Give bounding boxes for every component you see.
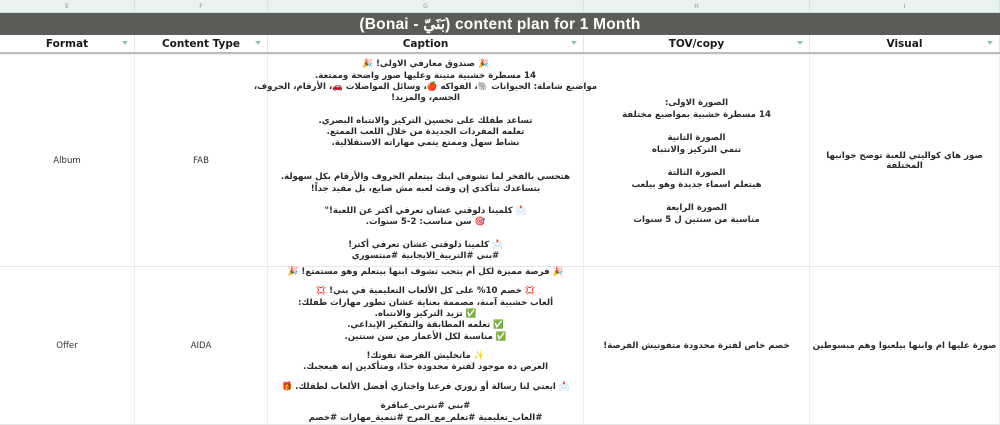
cell-tov-copy[interactable] xyxy=(584,56,810,266)
text-line: ألعاب خشبية آمنة، مصممة بعناية عشان تطور مهارات طفلك: xyxy=(297,297,554,308)
cell-caption[interactable] xyxy=(268,267,584,424)
header-row xyxy=(0,35,1000,54)
text-line: الجسم، والمزيد! xyxy=(391,93,460,104)
text-line: #العاب_تعليمية #تعلم_مع_المرح #تنمية_مهارات #خصم xyxy=(308,412,543,423)
filter-icon[interactable] xyxy=(797,41,803,45)
text-line: ✅ مناسبة لكل الأعمار من سن سنتين. xyxy=(344,331,507,342)
text-line: هيتعلم اسماء جديدة وهو بيلعب xyxy=(631,179,762,190)
cell-tov-copy[interactable] xyxy=(584,267,810,424)
header-caption[interactable] xyxy=(268,35,584,52)
header-content-type[interactable] xyxy=(135,35,268,52)
header-visual[interactable] xyxy=(810,35,1000,52)
text-line: 🎯 سن مناسب: 2-5 سنوات. xyxy=(365,217,486,228)
filter-icon[interactable] xyxy=(255,41,261,45)
column-letter-e[interactable]: E xyxy=(0,0,135,13)
header-caption-label: Caption xyxy=(402,37,449,50)
text-line: الصورة الرابعة xyxy=(666,202,727,213)
text-line: هتحسي بالفخر لما تشوفي ابنك بيتعلم الحروف والأرقام بكل سهولة. xyxy=(280,172,571,183)
cell-content-type[interactable]: AIDA xyxy=(135,267,268,424)
column-letter-f[interactable]: F xyxy=(135,0,268,13)
text-line: العرض ده موجود لفترة محدودة جدًا، ومتأكدين إنه هيعجبك. xyxy=(302,362,549,373)
text-line: 14 مسطرة خشبية متينة وعليها صور واضحة وممتعة. xyxy=(315,70,537,81)
text-line: تساعد طفلك على تحسين التركيز والانتباه البصري. xyxy=(318,115,533,126)
filter-icon[interactable] xyxy=(571,41,577,45)
cell-visual[interactable]: صورة عليها ام وابنها بيلعبوا وهم مبسوطين xyxy=(810,267,1000,424)
column-letter-g[interactable]: G xyxy=(268,0,584,13)
table-row xyxy=(0,267,1000,425)
sheet-title[interactable]: (Bonai - بَنَيّ) content plan for 1 Month xyxy=(0,13,1000,35)
text-line: 📩 كلمينا دلوقتي عشان تعرفي أكتر عن اللعبة!" xyxy=(324,206,527,217)
text-line: #بني #التربية_الايجابية #منتسوري xyxy=(351,251,500,262)
text-line: تنمي التركيز والانتباه xyxy=(651,144,742,155)
text-line: #بني #بنربي_عباقرة xyxy=(380,401,471,412)
cell-format[interactable]: Offer xyxy=(0,267,135,424)
header-format[interactable] xyxy=(0,35,135,52)
column-letter-i[interactable]: I xyxy=(810,0,1000,13)
text-line: نشاط سهل وممتع ينمي مهاراته الاستقلالية. xyxy=(331,138,520,149)
header-tov-copy-label: TOV/copy xyxy=(668,37,725,50)
cell-visual[interactable]: صور هاي كواليتي للعبة توضح جوانبها المختلفة xyxy=(810,56,1000,266)
text-line: 🎉 فرصة مميزة لكل أم بتحب تشوف ابنها بيتعلم وهو مستمتع! 🎉 xyxy=(287,267,564,277)
cell-caption[interactable] xyxy=(253,56,598,266)
column-letter-h[interactable]: H xyxy=(584,0,810,13)
header-visual-label: Visual xyxy=(886,37,923,50)
text-line: مناسبة من سنتين ل 5 سنوات xyxy=(633,214,760,225)
header-content-type-label: Content Type xyxy=(161,37,241,50)
text-line: بتساعدك تتأكدي إن وقت لعبه مش ضايع، بل مفيد جداً! xyxy=(310,183,541,194)
header-tov-copy[interactable] xyxy=(584,35,810,52)
text-line: ✨ ماتخليش الفرصة تفوتك! xyxy=(366,351,485,362)
text-line: الصورة التانية xyxy=(667,132,726,143)
text-line: 14 مسطرة خشبية بمواضيع مختلفة xyxy=(622,109,771,120)
filter-icon[interactable] xyxy=(987,41,993,45)
header-format-label: Format xyxy=(45,37,89,50)
text-line: خصم خاص لفترة محدودة متفوتيش الفرصة! xyxy=(603,340,790,351)
text-line: 🎉 صندوق معارفي الاولى! 🎉 xyxy=(362,59,489,70)
text-line: 📩 كلمينا دلوقتي عشان تعرفي أكتر! xyxy=(348,240,503,251)
text-line: ✅ تعلمه المطابقة والتفكير الإبداعي. xyxy=(347,320,504,331)
text-line: تعلمه المفردات الجديدة من خلال اللعب الممتع. xyxy=(326,127,525,138)
text-line: مواضيع شاملة: الحيوانات 🐘، الفواكه 🍎، وسائل المواصلات 🚗، الأرقام، الحروف، xyxy=(253,81,598,92)
text-line: 💢 خصم 10% على كل الألعاب التعليمية في بني! 💢 xyxy=(315,286,536,297)
column-letter-bar xyxy=(0,0,1000,13)
table-row xyxy=(0,56,1000,267)
cell-format[interactable]: Album xyxy=(0,56,135,266)
filter-icon[interactable] xyxy=(122,41,128,45)
text-line: 📩 ابعتي لنا رسالة أو زوري فرعنا واختاري أفضل الألعاب لطفلك. 🎁 xyxy=(281,381,570,392)
text-line: الصورة التالتة xyxy=(667,167,726,178)
text-line: الصورة الاولى: xyxy=(664,97,729,108)
cell-content-type[interactable]: FAB xyxy=(135,56,268,266)
text-line: ✅ تزيد التركيز والانتباه. xyxy=(374,309,477,320)
